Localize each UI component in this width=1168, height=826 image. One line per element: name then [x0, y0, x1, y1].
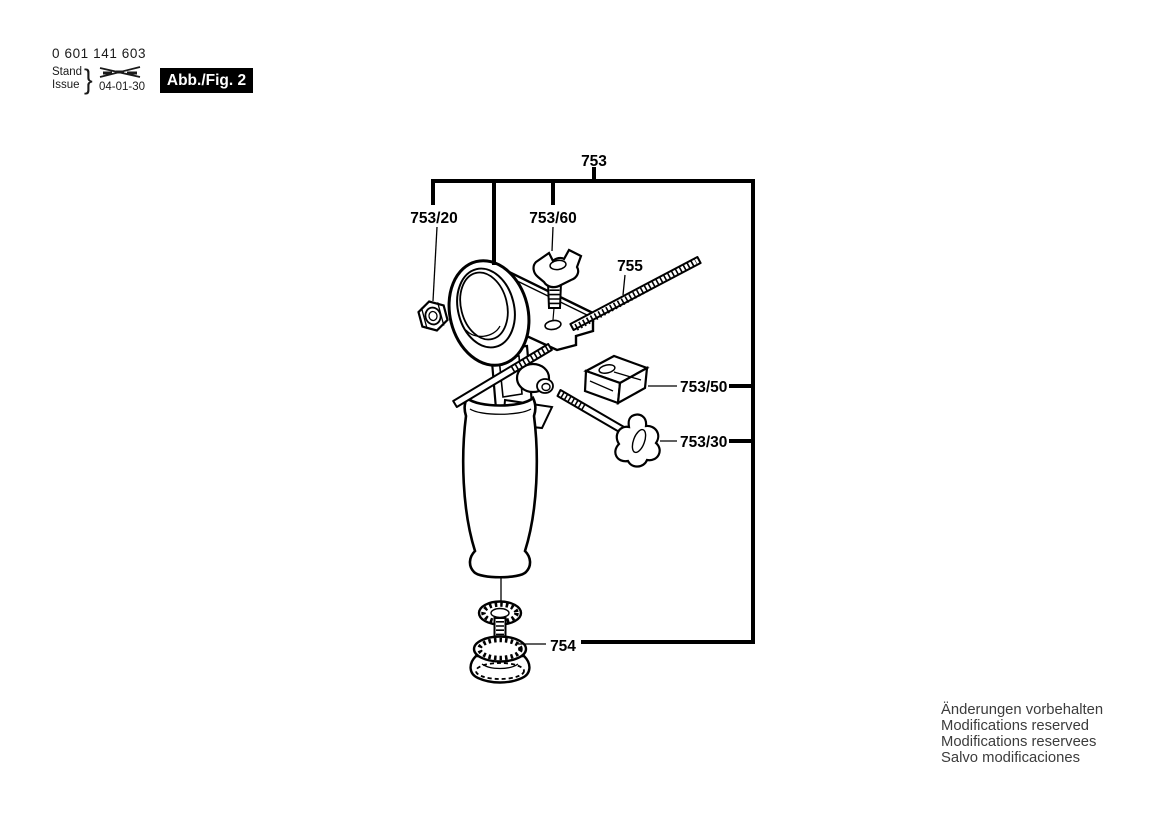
issue-label: Issue [52, 79, 80, 91]
base-cap-drawing [471, 602, 530, 683]
order-number: 0 601 141 603 [52, 46, 147, 61]
sliding-block-drawing [585, 356, 647, 403]
modifications-notice [941, 702, 1103, 766]
figure-caption: Abb./Fig. 2 [166, 71, 247, 89]
label-753-50: 753/50 [680, 379, 728, 396]
notice-line-fr: Modifications reservees [941, 734, 1097, 750]
label-753: 753 [581, 153, 607, 170]
label-755: 755 [617, 258, 643, 275]
clamp-screw-drawing [558, 390, 660, 467]
notice-line-es: Salvo modificaciones [941, 750, 1080, 766]
handle-grip-drawing [463, 398, 537, 577]
notice-line-de: Änderungen vorbehalten [941, 702, 1104, 718]
issue-date: 04-01-30 [99, 81, 146, 93]
brace-glyph: } [84, 63, 93, 95]
label-754: 754 [550, 638, 576, 655]
label-753-20: 753/20 [410, 210, 458, 227]
label-753-30: 753/30 [680, 434, 728, 451]
label-753-60: 753/60 [529, 210, 577, 227]
notice-line-en: Modifications reserved [941, 718, 1090, 734]
stand-label: Stand [52, 66, 83, 78]
hex-nut-drawing [417, 298, 450, 334]
